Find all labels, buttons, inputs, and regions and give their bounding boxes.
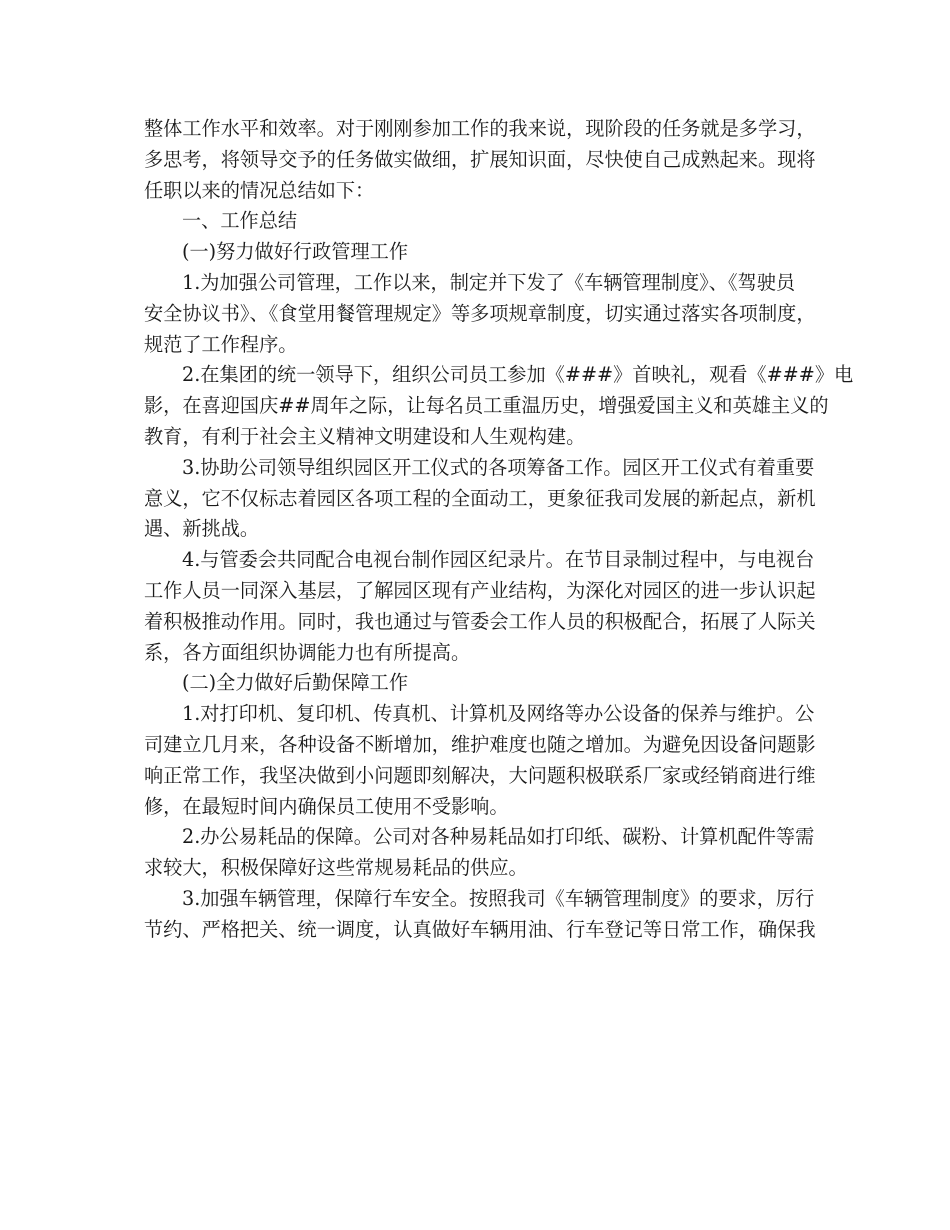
document-line: 修，在最短时间内确保员工使用不受影响。 (144, 794, 509, 818)
document-line: 节约、严格把关、统一调度，认真做好车辆用油、行车登记等日常工作，确保我 (144, 917, 816, 941)
document-line: 着积极推动作用。同时，我也通过与管委会工作人员的积极配合，拓展了人际关 (144, 609, 816, 633)
document-line: 规范了工作程序。 (144, 332, 298, 356)
document-line: 影，在喜迎国庆##周年之际，让每名员工重温历史，增强爱国主义和英雄主义的 (144, 394, 829, 418)
document-line: 1.为加强公司管理，工作以来，制定并下发了《车辆管理制度》、《驾驶员 (182, 270, 796, 294)
document-line: (一)努力做好行政管理工作 (182, 240, 409, 264)
document-line: 整体工作水平和效率。对于刚刚参加工作的我来说，现阶段的任务就是多学习， (144, 117, 816, 140)
document-line: 多思考，将领导交予的任务做实做细，扩展知识面，尽快使自己成熟起来。现将 (144, 147, 816, 171)
document-line: 3.加强车辆管理，保障行车安全。按照我司《车辆管理制度》的要求，厉行 (182, 886, 815, 910)
document-line: 遇、新挑战。 (144, 517, 260, 541)
document-line: 工作人员一同深入基层，了解园区现有产业结构，为深化对园区的进一步认识起 (144, 578, 816, 602)
document-body (144, 114, 854, 946)
document-line: 求较大，积极保障好这些常规易耗品的供应。 (144, 856, 528, 880)
document-line: 4.与管委会共同配合电视台制作园区纪录片。在节目录制过程中，与电视台 (182, 548, 815, 572)
document-line: 一、工作总结 (182, 209, 298, 233)
document-line: 3.协助公司领导组织园区开工仪式的各项筹备工作。园区开工仪式有着重要 (182, 455, 815, 479)
document-line: 2.在集团的统一领导下，组织公司员工参加《###》首映礼，观看《###》电 (182, 363, 854, 387)
document-line: 1.对打印机、复印机、传真机、计算机及网络等办公设备的保养与维护。公 (182, 702, 815, 726)
document-line: 安全协议书》、《食堂用餐管理规定》等多项规章制度，切实通过落实各项制度， (144, 301, 816, 325)
document-line: 意义，它不仅标志着园区各项工程的全面动工，更象征我司发展的新起点，新机 (144, 486, 816, 510)
document-line: 响正常工作，我坚决做到小问题即刻解决，大问题积极联系厂家或经销商进行维 (144, 763, 816, 787)
document-line: 司建立几月来，各种设备不断增加，维护难度也随之增加。为避免因设备问题影 (144, 732, 816, 756)
document-line: 2.办公易耗品的保障。公司对各种易耗品如打印纸、碳粉、计算机配件等需 (182, 825, 815, 849)
document-line: 系，各方面组织协调能力也有所提高。 (144, 640, 471, 664)
document-line: 任职以来的情况总结如下： (144, 178, 375, 202)
document-line: (二)全力做好后勤保障工作 (182, 671, 409, 695)
document-line: 教育，有利于社会主义精神文明建设和人生观构建。 (144, 424, 586, 448)
